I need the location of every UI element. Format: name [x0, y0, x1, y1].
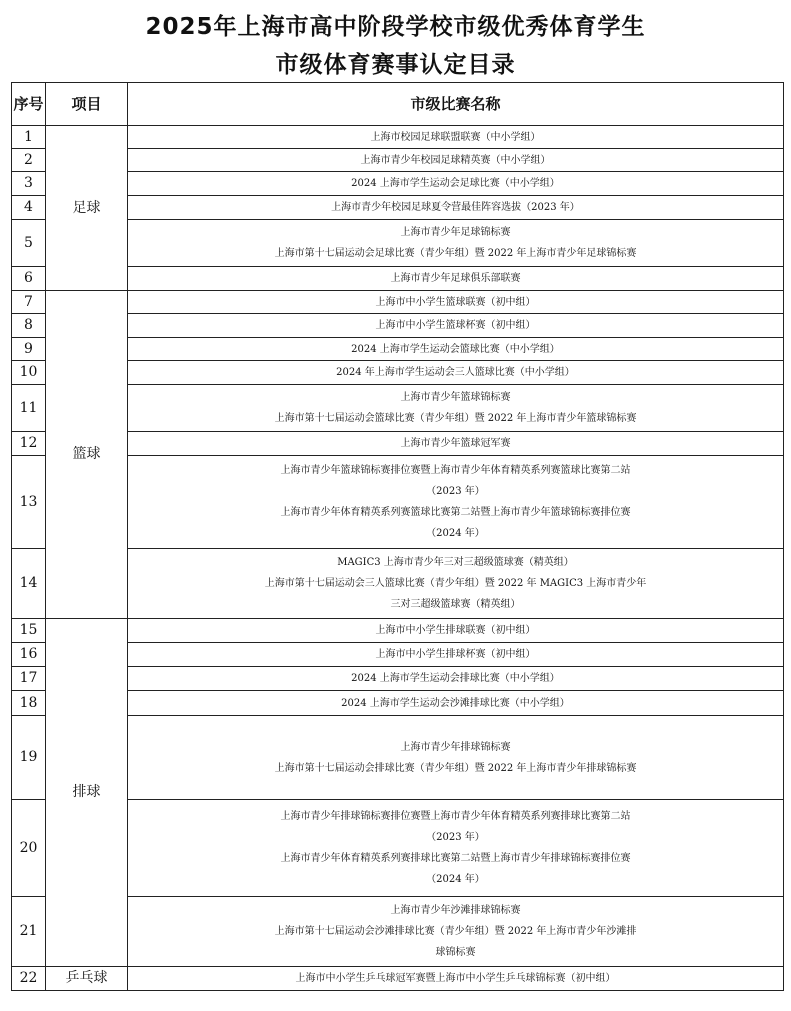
event-line: 上海市青少年篮球锦标赛 [400, 392, 511, 403]
event-name [128, 291, 784, 314]
event-name [128, 716, 784, 800]
event-line: 上海市第十七届运动会篮球比赛（青少年组）暨 2022 年上海市青少年篮球锦标赛 [274, 413, 637, 424]
event-line: （2024 年） [426, 528, 485, 539]
row-number: 2 [12, 149, 46, 172]
event-line: 2024 上海市学生运动会篮球比赛（中小学组） [351, 343, 560, 355]
event-line: 上海市青少年沙滩排球锦标赛 [390, 905, 521, 916]
table-row [12, 196, 784, 220]
event-line: 上海市校园足球联盟联赛（中小学组） [370, 131, 541, 143]
event-name [128, 456, 784, 549]
table-row [12, 126, 784, 149]
sport-volleyball: 排球 [46, 619, 128, 967]
event-line: 上海市第十七届运动会足球比赛（青少年组）暨 2022 年上海市青少年足球锦标赛 [274, 248, 637, 259]
event-name [128, 314, 784, 338]
event-name [128, 967, 784, 991]
row-number: 20 [12, 800, 46, 897]
event-name [128, 549, 784, 619]
row-number: 7 [12, 291, 46, 314]
event-line: 2024 上海市学生运动会沙滩排球比赛（中小学组） [341, 697, 570, 709]
header-seq: 序号 [12, 83, 46, 126]
event-line: 三对三超级篮球赛（精英组） [390, 599, 521, 610]
event-line: 球锦标赛 [435, 947, 476, 958]
table-row [12, 716, 784, 800]
table-row [12, 149, 784, 172]
event-line: 上海市青少年排球锦标赛排位赛暨上海市青少年体育精英系列赛排球比赛第二站 [280, 811, 631, 822]
header-sport: 项目 [46, 83, 128, 126]
row-number: 5 [12, 220, 46, 267]
table-row [12, 432, 784, 456]
header-row [12, 83, 784, 126]
event-name [128, 149, 784, 172]
event-line: MAGIC3 上海市青少年三对三超级篮球赛（精英组） [337, 557, 574, 568]
event-line: 上海市中小学生篮球杯赛（初中组） [375, 320, 536, 331]
event-name [128, 385, 784, 432]
table-row [12, 619, 784, 643]
event-line: 上海市青少年足球锦标赛 [400, 227, 511, 238]
row-number: 22 [12, 967, 46, 991]
row-number: 1 [12, 126, 46, 149]
event-line: 上海市中小学生排球杯赛（初中组） [375, 649, 536, 660]
event-name [128, 800, 784, 897]
sport-basketball: 篮球 [46, 291, 128, 619]
event-name [128, 619, 784, 643]
row-number: 13 [12, 456, 46, 549]
row-number: 12 [12, 432, 46, 456]
row-number: 14 [12, 549, 46, 619]
header-event-name: 市级比赛名称 [128, 83, 784, 126]
event-name [128, 196, 784, 220]
event-line: 上海市青少年篮球冠军赛 [400, 438, 511, 449]
event-name [128, 220, 784, 267]
row-number: 21 [12, 897, 46, 967]
row-number: 16 [12, 643, 46, 667]
event-line: 上海市青少年体育精英系列赛篮球比赛第二站暨上海市青少年篮球锦标赛排位赛 [280, 507, 631, 518]
row-number: 17 [12, 667, 46, 691]
event-line: （2023 年） [426, 832, 485, 843]
event-line: 上海市青少年校园足球精英赛（中小学组） [360, 154, 551, 166]
event-name [128, 338, 784, 361]
event-name [128, 361, 784, 385]
event-name [128, 432, 784, 456]
row-number: 6 [12, 267, 46, 291]
event-name [128, 126, 784, 149]
event-line: 上海市青少年校园足球夏令营最佳阵容选拔（2023 年） [331, 202, 580, 213]
row-number: 11 [12, 385, 46, 432]
table-row [12, 643, 784, 667]
table-row [12, 267, 784, 291]
event-line: 上海市青少年篮球锦标赛排位赛暨上海市青少年体育精英系列赛篮球比赛第二站 [280, 465, 631, 476]
event-line: 上海市青少年体育精英系列赛排球比赛第二站暨上海市青少年排球锦标赛排位赛 [280, 853, 631, 864]
event-line: 上海市青少年排球锦标赛 [400, 741, 511, 753]
event-name [128, 172, 784, 196]
event-catalog-table [11, 82, 784, 991]
event-line: 上海市中小学生排球联赛（初中组） [375, 625, 536, 636]
document-title-line1: 2025年上海市高中阶段学校市级优秀体育学生 [145, 14, 646, 40]
event-name [128, 267, 784, 291]
document-title-line2: 市级体育赛事认定目录 [275, 52, 516, 78]
row-number: 4 [12, 196, 46, 220]
event-line: （2023 年） [426, 486, 485, 497]
row-number: 18 [12, 691, 46, 716]
table-row [12, 220, 784, 267]
event-name [128, 691, 784, 716]
table-row [12, 549, 784, 619]
table-row [12, 314, 784, 338]
table-row [12, 172, 784, 196]
table-row [12, 967, 784, 991]
table-row [12, 691, 784, 716]
event-line: 上海市青少年足球俱乐部联赛 [390, 273, 521, 284]
event-line: 上海市中小学生篮球联赛（初中组） [375, 296, 536, 308]
table-row [12, 667, 784, 691]
row-number: 15 [12, 619, 46, 643]
row-number: 8 [12, 314, 46, 338]
table-row [12, 800, 784, 897]
sport-pingpong: 乒乓球 [46, 967, 128, 991]
event-line: 上海市第十七届运动会沙滩排球比赛（青少年组）暨 2022 年上海市青少年沙滩排 [274, 926, 637, 937]
event-line: 上海市中小学生乒乓球冠军赛暨上海市中小学生乒乓球锦标赛（初中组） [295, 973, 616, 984]
table-row [12, 361, 784, 385]
event-name [128, 897, 784, 967]
row-number: 10 [12, 361, 46, 385]
table-row [12, 456, 784, 549]
table-row [12, 291, 784, 314]
event-line: 2024 上海市学生运动会排球比赛（中小学组） [351, 673, 560, 684]
table-row [12, 385, 784, 432]
event-name [128, 643, 784, 667]
sport-football: 足球 [46, 126, 128, 291]
event-name [128, 667, 784, 691]
row-number: 9 [12, 338, 46, 361]
table-row [12, 897, 784, 967]
row-number: 3 [12, 172, 46, 196]
table-row [12, 338, 784, 361]
event-line: 上海市第十七届运动会排球比赛（青少年组）暨 2022 年上海市青少年排球锦标赛 [274, 762, 637, 774]
row-number: 19 [12, 716, 46, 800]
event-line: 2024 年上海市学生运动会三人篮球比赛（中小学组） [336, 367, 575, 378]
event-line: 上海市第十七届运动会三人篮球比赛（青少年组）暨 2022 年 MAGIC3 上海市青少年 [264, 578, 647, 589]
event-line: （2024 年） [426, 874, 485, 885]
event-line: 2024 上海市学生运动会足球比赛（中小学组） [351, 178, 560, 189]
